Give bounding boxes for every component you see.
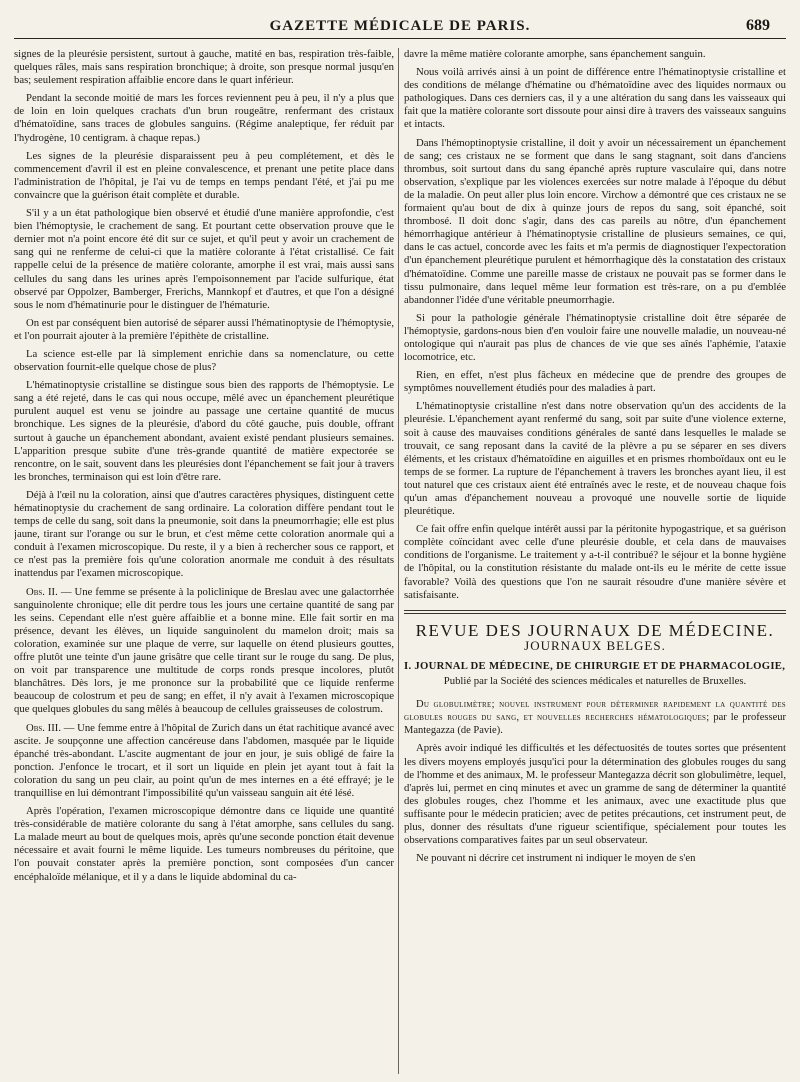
observation-label: Obs. III.	[26, 721, 62, 734]
paragraph: Après l'opération, l'examen microscopique démontre dans ce liquide une quantité très-considérable de matière colorante du sang à l'état amorphe, sans cellules du sang. La malade meurt au bout de quelques mois, après qu'une seconde ponction était devenue nécessaire et avait fourni le même liquide. Les tumeurs nombreuses du péritoine, que l'on pouvait constater après la première ponction, sont composées d'un cancer encéphaloïde mélanique, et il y a dans le liquide abdominal du ca-	[14, 805, 394, 883]
paragraph: Pendant la seconde moitié de mars les forces reviennent peu à peu, il n'y a plus que de loin en loin quelques crachats d'un brun rougeâtre, renfermant des cristaux d'hématoïdine, sans traces de globules sanguins. (Régime analeptique, fer réduit par l'hydrogène, 10 centigram. à chaque repas.)	[14, 92, 394, 144]
section-title: REVUE DES JOURNAUX DE MÉDECINE.	[415, 620, 775, 640]
paragraph: Ne pouvant ni décrire cet instrument ni indiquer le moyen de s'en	[416, 852, 696, 865]
paragraph: Les signes de la pleurésie disparaissent peu à peu complétement, et dès le commencement d'avril il est en pleine convalescence, et prenant une petite place dans l'administration de l'hôpital, je l'ai vu de temps en temps pendant l'été, et j'ai pu me convaincre que la guérison était complète et durable.	[14, 149, 394, 201]
observation-3	[14, 722, 394, 801]
paragraph: Après avoir indiqué les difficultés et les défectuosités de toutes sortes que présentent les divers moyens employés jusqu'ici pour la détermination des globules rouges du sang de l'homme et des animaux, M. le professeur Mantegazza décrit son globulimètre, lequel, d'après lui, permet en cinq minutes et avec un gramme de sang de déterminer la quantité des globules rouges, chez l'homme et les animaux, avec une exactitude plus que suffisante pour le médecin praticien; avec de petites précautions, cet instrument peut, de plus, donner des résultats d'une rigueur scientifique, spécialement pour toutes les observations comparatives faites par un seul observateur.	[404, 742, 786, 847]
paragraph: Rien, en effet, n'est plus fâcheux en médecine que de prendre des groupes de symptômes nouvellement étudiés pour des maladies à part.	[404, 369, 786, 395]
paragraph: signes de la pleurésie persistent, surtout à gauche, matité en bas, respiration très-faible, quelques râles, mais sans respiration bronchique; à droite, son presque normal jusqu'en bas; seulement respiration affaiblie encore dans le quart inférieur.	[14, 48, 394, 87]
paragraph: Nous voilà arrivés ainsi à un point de différence entre l'hématinoptysie cristalline et des conditions de mélange d'hématine ou d'hématoïdine avec des liquides normaux ou pathologiques. Dans ces derniers cas, il y a une altération du sang dans les vaisseaux qui fait que la matière colorante sort dissoute pour ainsi dire à travers des vaisseaux sanguins et intacts.	[404, 66, 786, 131]
paragraph: L'hématinoptysie cristalline se distingue sous bien des rapports de l'hémoptysie. Le sang a été rejeté, dans le cas qui nous occupe, mêlé avec un épanchement pleurétique purulent auquel est venu se joindre au passage une certaine quantité de mucus bronchique. Les signes de la pleurésie, d'abord du côté gauche, puis double, offrant surtout à gauche un épanchement abondant, avaient existé pendant plusieurs semaines. L'apparition presque subite d'une très-grande quantité de matière expectorée se rencontre, on le sait, souvent dans les pleurésies dont l'épanchement se fait jour à travers les bronches, terminaison qui est loin d'être rare.	[14, 379, 394, 483]
observation-2	[14, 586, 394, 717]
journal-title: GAZETTE MÉDICALE DE PARIS.	[269, 18, 531, 34]
article-title-text: Du globulimètre; nouvel instrument pour déterminer rapidement la quantité des globules rouges du sang, et nouvelles recherches hématologiques;	[404, 699, 786, 724]
paragraph: S'il y a un état pathologique bien observé et étudié d'une manière approfondie, c'est bien l'hémoptysie, le crachement de sang. Et pourtant cette observation prouve que le dernier mot n'a point encore été dit sur ce sujet, et qu'il peut y avoir un crachement de sang qui ne renferme de celui-ci que la matière colorante à l'état cristallisé. Ce fait rappelle celui de la présence de matière colorante, amorphe il est vrai, mais aussi sans cellules du sang dans les urines après l'empoisonnement par l'acide sulfurique, état observé par Oppolzer, Bamberger, Frerichs, Mannkopf et d'autres, et que l'on a désigné sous le nom d'hématinurie pour le distinguer de l'hématurie.	[14, 207, 394, 311]
left-column	[14, 48, 394, 1076]
paragraph: Déjà à l'œil nu la coloration, ainsi que d'autres caractères physiques, distinguent cette hématinoptysie du crachement de sang ordinaire. La coloration diffère pendant tout le temps de celle du sang, soit dans la pneumonie, soit dans la pneumorrhagie; elle est plus jaune, tirant sur l'orange ou sur le brun, et c'est même cette coloration anormale qui a conduit à l'examen microscopique. Du reste, il y a bien à rechercher sous ce rapport, et ce n'est pas la première fois qu'une coloration anormale me conduit à des résultats inattendus par l'examen microscopique.	[14, 488, 394, 580]
paragraph: La science est-elle par là simplement enrichie dans sa nomenclature, ou cette observation fournit-elle quelque chose de plus?	[14, 347, 394, 374]
journal-name: I. JOURNAL DE MÉDECINE, DE CHIRURGIE ET DE PHARMACOLOGIE,	[404, 659, 786, 672]
observation-label: Obs. II.	[26, 585, 58, 598]
paragraph: Ce fait offre enfin quelque intérêt aussi par la péritonite hypogastrique, et sa guérison complète coïncidant avec celle d'une pleurésie double, et cela dans de mauvaises conditions de l'organisme. Le traitement y a-t-il contribué? le séjour et la bonne hygiène de l'hôpital, ou la constitution résistante du malade ont-ils eu le mérite de cette issue favorable? Voilà des questions que l'on ne saurait résoudre d'une manière sévère et satisfaisante.	[404, 523, 786, 601]
section-rule	[404, 613, 786, 614]
section-rule	[404, 610, 786, 611]
paragraph: L'hématinoptysie cristalline n'est dans notre observation qu'un des accidents de la pleurésie. L'épanchement ayant renfermé du sang, soit par suite d'une violence externe, soit à cause des mauvaises conditions générales de santé dans lesquelles le malade se trouvait, ce sang reposant dans la cavité de la plèvre a pu se séparer en ses divers éléments, et les cristaux d'hématoïdine en aiguilles et en prismes rhomboïdaux ont eu le temps de se former. La rupture de l'épanchement à travers les bronches ayant lieu, il est tout naturel que ces cristaux aient été entraînés avec le reste, et de nouveau chaque fois qu'un amas d'épanchement nouveau a provoqué une nouvelle sortie de liquide pleurétique.	[404, 400, 786, 518]
observation-text: — Une femme entre à l'hôpital de Zurich dans un état rachitique avancé avec ascite. Je soupçonne une affection cancéreuse dans l'abdomen, masquée par le liquide épanché très-abondant. L'ascite augmentant de jour en jour, je suis obligé de faire la ponction. J'enfonce le trocart, et il sort un liquide en plein jet ayant tout à fait la coloration du sang un peu clair, au point qu'un de mes internes en a été effrayé; je le tranquillise en lui démontrant l'impossibilité qu'un vaisseau sanguin ait été lésé.	[14, 721, 394, 799]
journal-publisher: Publié par la Société des sciences médicales et naturelles de Bruxelles.	[443, 675, 747, 688]
paragraph: davre la même matière colorante amorphe, sans épanchement sanguin.	[404, 48, 706, 60]
column-divider	[398, 48, 399, 1074]
section-subtitle: JOURNAUX BELGES.	[524, 637, 666, 653]
paragraph: Dans l'hémoptinoptysie cristalline, il doit y avoir un nécessairement un épanchement de sang; ces cristaux ne se forment que dans le sang stagnant, soit dans d'anciens thrombus, soit surtout dans du sang épanché après rupture vasculaire qui, dans notre observation, s'explique par les violences exercées sur notre malade à l'époque du début de la maladie. On peut aller plus loin encore. Virchow a démontré que ces cristaux ne se formaient qu'au bout de dix à quinze jours de repos du sang, soit épanché, soit thrombosé. Il doit donc s'agir, dans des cas pareils au nôtre, d'un épanchement hémorrhagique antérieur à l'hématinoptysie cristalline de plusieurs semaines, ce qui, dans le cas actuel, concorde avec les faits et m'a permis de diagnostiquer l'expectoration d'un épanchement pleurétique purulent et hémorrhagique dès la constatation des cristaux d'hématoïdine. Comme une pareille masse de cristaux ne pouvait pas se former dans le tissu pulmonaire, dans lequel même leur formation est très-rare, on a pu d'emblée abandonner l'idée d'une véritable pneumorrhagie.	[404, 136, 786, 306]
right-column	[404, 48, 786, 1076]
observation-text: — Une femme se présente à la policlinique de Breslau avec une galactorrhée sanguinolente chronique; elle dit perdre tous les jours une certaine quantité de sang par les seins. Cependant elle n'est guère affaiblie et a bonne mine. Elle fait sortir en ma présence, devant les élèves, un liquide sanguinolent du mamelon droit; mais sa coloration, examinée sur une plaque de verre, sur laquelle on étend plusieurs gouttes, offre plutôt une teinte d'un jaune grisâtre que celle tirant sur le rouge du sang. De plus, on voit par transparence une multitude de corps ronds presque incolores, plutôt blanchâtres. Dès lors, je me prononce sur la probabilité que ce liquide renferme beaucoup de colostrum et peu de sang; en effet, il n'y avait à l'examen microscopique que quelques globules du sang mêlés à beaucoup de cellules graisseuses de colostrum.	[14, 585, 394, 716]
page-header	[14, 16, 786, 39]
paragraph: Si pour la pathologie générale l'hématinoptysie cristalline doit être séparée de l'hémoptysie, gardons-nous bien d'en vouloir faire une nouvelle maladie, un nouveau-né ontologique qui n'aurait pas plus de chances de vie que ses aînés l'aphémie, l'ataxie locomotrice, etc.	[404, 311, 786, 364]
article-author: par le professeur Mantegazza (de Pavie).	[404, 712, 786, 737]
page-number: 689	[746, 17, 770, 34]
article-title	[404, 698, 786, 737]
paragraph: On est par conséquent bien autorisé de séparer aussi l'hématinoptysie de l'hémoptysie, et l'on pourrait ajouter à la première l'épithète de cristalline.	[14, 316, 394, 342]
